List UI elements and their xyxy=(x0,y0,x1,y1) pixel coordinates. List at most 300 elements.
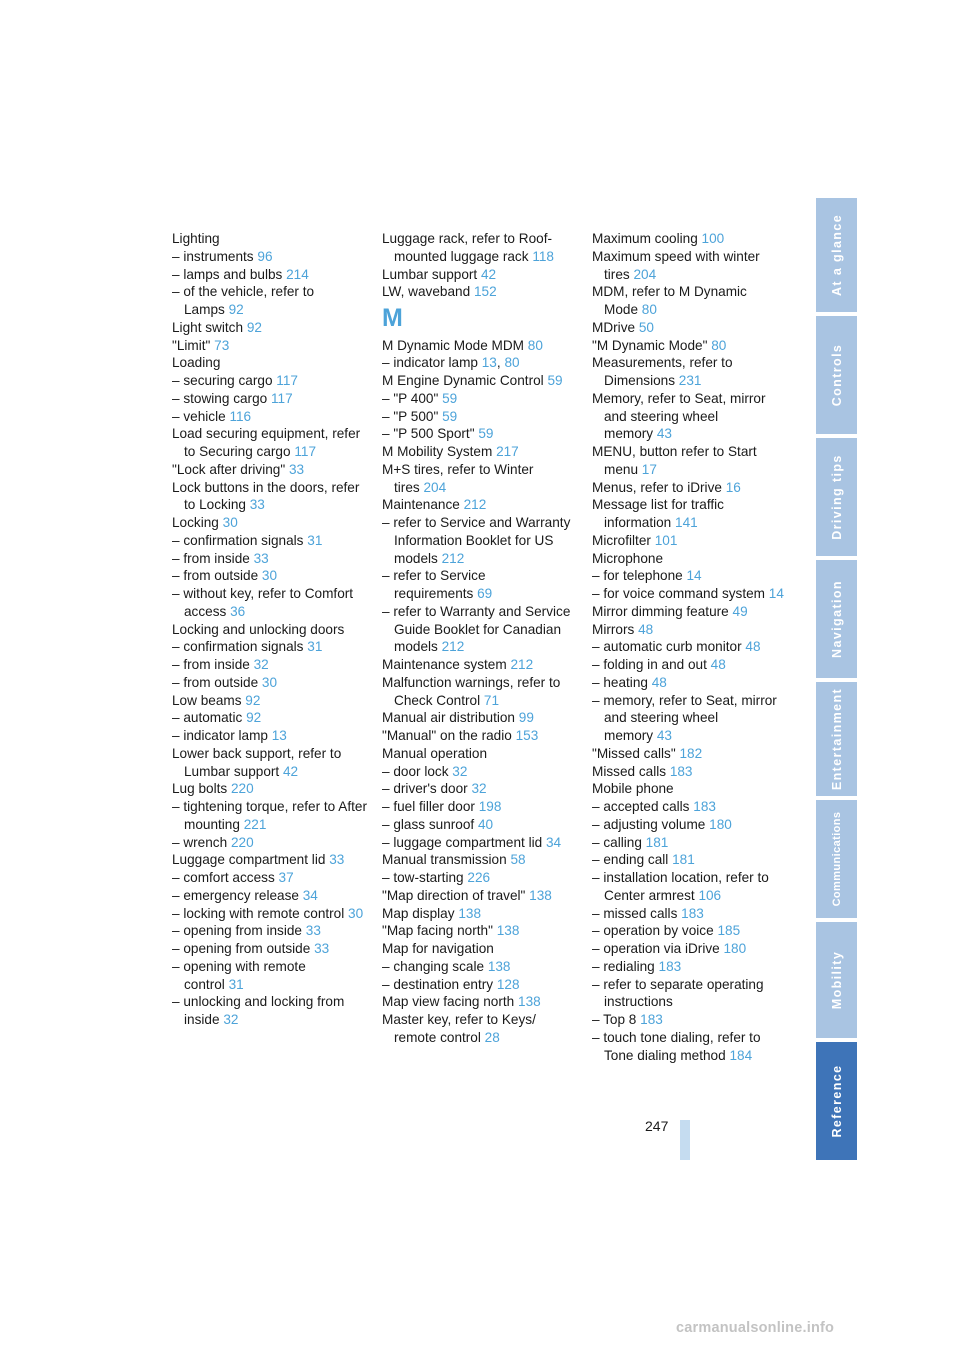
page-reference-link[interactable]: 116 xyxy=(229,408,252,424)
page-reference-link[interactable]: 138 xyxy=(518,994,541,1010)
page-reference-link[interactable]: 181 xyxy=(672,852,695,868)
index-entry xyxy=(382,709,578,727)
page-reference-link[interactable]: 92 xyxy=(228,302,244,317)
index-entry-text: – from outside xyxy=(172,568,259,584)
index-entry-text: – fuel filler door xyxy=(382,799,475,814)
index-entry xyxy=(382,656,578,674)
index-entry-text: – "P 400" xyxy=(382,390,439,406)
index-entry xyxy=(172,532,368,550)
page-reference-link[interactable]: 152 xyxy=(473,284,497,300)
index-entry xyxy=(172,550,368,568)
index-entry-text: Malfunction warnings, refer to Check Control xyxy=(382,674,561,708)
index-entry xyxy=(382,408,578,426)
page-reference-link[interactable]: 180 xyxy=(723,941,747,956)
index-entry xyxy=(592,798,788,816)
page-reference-link[interactable]: 138 xyxy=(487,958,511,974)
tab-entertainment[interactable] xyxy=(816,682,857,796)
index-entry xyxy=(172,567,368,585)
page-reference-link[interactable]: 36 xyxy=(230,603,246,619)
page-reference-link[interactable]: 50 xyxy=(638,319,654,335)
page-reference-link[interactable]: 117 xyxy=(271,390,293,406)
page-reference-link[interactable]: 48 xyxy=(745,639,761,655)
page-reference-link[interactable]: 180 xyxy=(709,816,732,832)
index-entry-text: – calling xyxy=(592,834,642,850)
page-reference-link[interactable]: 71 xyxy=(483,692,500,708)
page-reference-link[interactable]: 17 xyxy=(641,461,657,477)
index-entry-text: – locking with remote control xyxy=(172,905,345,921)
page-reference-link[interactable]: 48 xyxy=(710,657,726,672)
page-reference-link[interactable]: 117 xyxy=(276,373,298,388)
index-entry xyxy=(172,354,368,372)
index-entry xyxy=(172,479,368,515)
index-entry-text: "Lock after driving" xyxy=(172,461,286,477)
index-entry-text: Microphone xyxy=(592,550,664,566)
index-entry-text: MDrive xyxy=(592,319,636,335)
page-reference-link[interactable]: 92 xyxy=(246,319,262,335)
index-entry xyxy=(592,816,788,834)
page-reference-link[interactable]: 59 xyxy=(478,426,494,442)
index-entry xyxy=(382,461,578,497)
tab-label: Driving tips xyxy=(829,454,844,540)
index-entry xyxy=(382,763,578,781)
index-entry xyxy=(172,905,368,923)
index-entry xyxy=(382,887,578,905)
index-entry-text: – touch tone dialing, refer to Tone dialing method xyxy=(592,1029,761,1063)
index-entry-text: – of the vehicle, refer to Lamps xyxy=(172,284,315,317)
index-entry-text: – luggage compartment lid xyxy=(382,834,543,850)
index-entry-text: – redialing xyxy=(592,958,655,974)
index-entry-text: – lamps and bulbs xyxy=(172,266,283,282)
index-entry xyxy=(592,248,788,284)
index-entry xyxy=(382,816,578,834)
index-entry xyxy=(592,337,788,355)
page-reference-link[interactable]: 30 xyxy=(261,568,278,584)
index-entry xyxy=(592,443,788,479)
page-reference-link[interactable]: 221 xyxy=(243,816,267,832)
page-reference-link[interactable]: 30 xyxy=(348,905,364,921)
index-entry xyxy=(592,958,788,976)
page-reference-link[interactable]: 34 xyxy=(302,887,318,903)
page-reference-link[interactable]: 49 xyxy=(732,603,748,619)
index-entry xyxy=(382,567,578,603)
index-column-3 xyxy=(592,230,788,1064)
tab-driving-tips[interactable] xyxy=(816,438,857,556)
index-entry xyxy=(382,993,578,1011)
index-entry xyxy=(592,692,788,745)
index-entry xyxy=(382,869,578,887)
tab-label: Reference xyxy=(829,1064,844,1138)
index-entry-text: – changing scale xyxy=(382,958,485,974)
index-entry xyxy=(592,834,788,852)
index-entry-text: MENU, button refer to Start menu xyxy=(592,444,757,477)
index-entry xyxy=(592,674,788,692)
index-entry xyxy=(172,408,368,426)
index-entry xyxy=(382,745,578,763)
page-reference-link[interactable]: 106 xyxy=(698,887,722,903)
index-entry-text: Locking and unlocking doors xyxy=(172,621,345,637)
page-reference-link[interactable]: 73 xyxy=(214,337,230,353)
index-entry xyxy=(382,337,578,355)
index-section-letter: M xyxy=(382,304,403,332)
index-entry xyxy=(592,763,788,781)
index-entry-text: Lock buttons in the doors, refer to Locking xyxy=(172,479,360,513)
index-entry-text: – refer to Warranty and Service Guide Booklet for Canadian models xyxy=(382,603,571,655)
index-entry xyxy=(592,283,788,319)
index-entry xyxy=(382,958,578,976)
index-entry-text: Manual air distribution xyxy=(382,710,515,726)
index-entry xyxy=(592,621,788,639)
page-reference-link[interactable]: 42 xyxy=(481,266,497,282)
tab-reference[interactable] xyxy=(816,1042,857,1160)
index-entry-text: – missed calls xyxy=(592,905,678,921)
page-reference-link[interactable]: 212 xyxy=(441,550,465,566)
page-reference-link[interactable]: 32 xyxy=(452,763,468,779)
index-entry xyxy=(382,922,578,940)
index-entry-text: – driver's door xyxy=(382,781,468,797)
page-reference-link[interactable]: 138 xyxy=(529,887,552,903)
page-reference-link[interactable]: 59 xyxy=(442,408,458,424)
page-reference-link[interactable]: 69 xyxy=(477,586,493,601)
index-entry-text: M Dynamic Mode MDM xyxy=(382,337,524,353)
index-entry xyxy=(172,319,368,337)
page-reference-link[interactable]: 48 xyxy=(651,674,667,690)
index-entry-text: Measurements, refer to Dimensions xyxy=(592,355,733,388)
page-reference-link[interactable]: 217 xyxy=(496,444,519,459)
page-reference-link[interactable]: 128 xyxy=(496,976,520,992)
page-reference-link[interactable]: 185 xyxy=(717,923,741,939)
index-entry-text: – tow-starting xyxy=(382,870,464,885)
page-reference-link[interactable]: 14 xyxy=(768,586,784,601)
watermark: carmanualsonline.info xyxy=(676,1320,835,1336)
index-entry-text: Master key, refer to Keys/ remote control xyxy=(382,1012,536,1045)
tab-navigation[interactable] xyxy=(816,560,857,678)
index-entry-text: Menus, refer to iDrive xyxy=(592,479,722,495)
index-entry-text: – ending call xyxy=(592,852,669,868)
page-reference-link[interactable]: 220 xyxy=(230,834,254,850)
page-reference-link[interactable]: 32 xyxy=(223,1012,239,1027)
index-entry-text: Manual operation xyxy=(382,745,488,761)
page-reference-link[interactable]: 43 xyxy=(656,426,672,442)
page-reference-link[interactable]: 198 xyxy=(478,799,502,814)
index-entry xyxy=(172,390,368,408)
page-reference-link[interactable]: 183 xyxy=(681,905,704,921)
page-reference-link[interactable]: 34 xyxy=(545,834,562,850)
index-entry xyxy=(592,550,788,568)
index-entry-text: Maintenance system xyxy=(382,657,507,672)
index-entry-text: – accepted calls xyxy=(592,799,690,814)
index-entry xyxy=(382,266,578,284)
page-reference-link[interactable]: 33 xyxy=(288,461,305,477)
tab-mobility[interactable] xyxy=(816,922,857,1038)
index-entry xyxy=(172,514,368,532)
tab-label: Navigation xyxy=(829,580,844,658)
index-entry-text: Microfilter xyxy=(592,532,651,548)
tab-controls[interactable] xyxy=(816,316,857,434)
index-entry-text: Luggage compartment lid xyxy=(172,852,326,868)
index-entry xyxy=(592,976,788,1012)
page-reference-link[interactable]: 153 xyxy=(515,728,539,743)
page-reference-link[interactable]: 80 xyxy=(527,337,543,353)
index-entry-text: "Limit" xyxy=(172,337,211,353)
index-entry: – indicator lamp 13, 80 xyxy=(382,355,520,371)
index-entry-text: – emergency release xyxy=(172,887,299,903)
index-entry xyxy=(172,940,368,958)
page-reference-link[interactable]: 32 xyxy=(253,657,269,672)
index-entry xyxy=(172,887,368,905)
index-entry xyxy=(382,514,578,567)
page-reference-link[interactable]: 43 xyxy=(656,728,672,743)
index-entry-text: – for telephone xyxy=(592,568,683,584)
page-reference-link[interactable]: 80 xyxy=(711,337,727,353)
index-entry xyxy=(592,532,788,550)
page-reference-link[interactable]: 37 xyxy=(278,870,294,885)
index-entry xyxy=(592,922,788,940)
page-reference-link[interactable]: 33 xyxy=(314,941,330,956)
index-entry xyxy=(172,869,368,887)
index-entry xyxy=(172,798,368,834)
index-entry xyxy=(382,674,578,710)
page-number-marker xyxy=(680,1120,690,1160)
page-reference-link[interactable]: 80 xyxy=(504,355,520,371)
page-reference-link[interactable]: 141 xyxy=(675,515,698,530)
index-entry-text: Lumbar support xyxy=(382,266,478,282)
index-entry xyxy=(592,354,788,390)
page-reference-link[interactable]: 181 xyxy=(645,834,669,850)
page-reference-link[interactable]: 96 xyxy=(257,248,273,264)
index-entry xyxy=(592,585,788,603)
index-entry xyxy=(172,709,368,727)
page-reference-link[interactable]: 30 xyxy=(222,515,238,530)
index-entry xyxy=(382,834,578,852)
index-entry-text: – refer to Service requirements xyxy=(382,568,486,601)
index-entry xyxy=(592,603,788,621)
page-reference-link[interactable]: 33 xyxy=(305,923,321,939)
page-reference-link[interactable]: 183 xyxy=(640,1012,663,1027)
index-entry xyxy=(172,958,368,994)
page-reference-link[interactable]: 32 xyxy=(471,781,487,797)
index-column-1 xyxy=(172,230,368,1029)
index-entry-text: M Mobility System xyxy=(382,444,493,459)
index-entry-text: – operation by voice xyxy=(592,923,714,939)
tab-label: Communications xyxy=(830,811,843,907)
page-reference-link[interactable]: 138 xyxy=(458,905,482,921)
page-reference-link[interactable]: 33 xyxy=(253,550,269,566)
index-entry-text: – for voice command system xyxy=(592,586,766,601)
index-entry xyxy=(172,585,368,621)
index-entry-text: – Top 8 xyxy=(592,1012,637,1027)
index-entry xyxy=(172,337,368,355)
page-reference-link[interactable]: 31 xyxy=(307,532,323,548)
index-entry-text: MDM, refer to M Dynamic Mode xyxy=(592,284,747,317)
index-entry-text: – wrench xyxy=(172,834,228,850)
index-entry-text: Low beams xyxy=(172,692,242,708)
page-reference-link[interactable]: 30 xyxy=(261,674,278,690)
page-reference-link[interactable]: 100 xyxy=(701,231,725,246)
page-reference-link[interactable]: 59 xyxy=(442,390,458,406)
index-entry xyxy=(172,851,368,869)
page-reference-link[interactable]: 183 xyxy=(669,763,693,779)
index-entry-text: – indicator lamp xyxy=(172,728,268,743)
index-entry-text: Luggage rack, refer to Roof-mounted luggage rack xyxy=(382,231,553,264)
page-reference-link[interactable]: 226 xyxy=(467,870,491,885)
page-reference-link[interactable]: 182 xyxy=(679,745,703,761)
page-reference-link[interactable]: 92 xyxy=(245,692,261,708)
tab-label: Controls xyxy=(829,343,844,407)
index-entry-text: – folding in and out xyxy=(592,657,707,672)
index-entry-text: M Engine Dynamic Control xyxy=(382,373,544,388)
page-reference-link[interactable]: 99 xyxy=(518,710,534,726)
index-entry-text: LW, waveband xyxy=(382,284,471,300)
page-reference-link[interactable]: 31 xyxy=(228,976,244,992)
page-reference-link[interactable]: 204 xyxy=(633,266,657,282)
index-entry-text: Lighting xyxy=(172,231,220,246)
page-reference-link[interactable]: 214 xyxy=(286,266,309,282)
index-entry xyxy=(172,727,368,745)
index-entry-text: – glass sunroof xyxy=(382,816,475,832)
page-reference-link[interactable]: 42 xyxy=(283,763,299,779)
page-reference-link[interactable]: 92 xyxy=(246,710,262,726)
page-reference-link[interactable]: 138 xyxy=(496,923,520,939)
page-reference-link[interactable]: 33 xyxy=(249,497,265,513)
index-entry xyxy=(592,905,788,923)
index-entry-text: "Manual" on the radio xyxy=(382,728,512,743)
index-entry-text: "Missed calls" xyxy=(592,745,676,761)
page-reference-link[interactable]: 13 xyxy=(271,728,287,743)
index-entry-text: – "P 500" xyxy=(382,408,439,424)
page-reference-link[interactable]: 212 xyxy=(463,497,487,513)
page-reference-link[interactable]: 14 xyxy=(686,568,702,584)
index-entry-text: – unlocking and locking from inside xyxy=(172,994,345,1027)
index-entry xyxy=(172,692,368,710)
index-entry-text: – adjusting volume xyxy=(592,816,706,832)
index-entry xyxy=(172,621,368,639)
index-entry-text: – refer to Service and Warranty Information Booklet for US models xyxy=(382,515,571,566)
index-entry xyxy=(382,940,578,958)
index-entry xyxy=(172,745,368,781)
index-entry xyxy=(382,496,578,514)
index-entry xyxy=(592,638,788,656)
page-reference-link[interactable]: 183 xyxy=(693,799,716,814)
index-entry xyxy=(172,266,368,284)
index-entry xyxy=(172,230,368,248)
tab-at-a-glance[interactable] xyxy=(816,198,857,312)
index-entry xyxy=(592,567,788,585)
index-entry xyxy=(382,798,578,816)
index-entry xyxy=(382,230,578,266)
index-entry-text: Maintenance xyxy=(382,497,460,513)
index-entry xyxy=(592,780,788,798)
page-reference-link[interactable]: 13 xyxy=(481,355,497,371)
page-reference-link[interactable]: 204 xyxy=(423,479,447,495)
index-entry-text: Lower back support, refer to Lumbar support xyxy=(172,745,342,779)
page-reference-link[interactable]: 220 xyxy=(230,781,254,797)
index-entry xyxy=(172,283,368,319)
index-entry-text: – without key, refer to Comfort access xyxy=(172,586,354,619)
page-reference-link[interactable]: 40 xyxy=(477,816,494,832)
index-entry-text: Memory, refer to Seat, mirror and steering wheel memory xyxy=(592,390,766,442)
index-entry xyxy=(382,425,578,443)
page-reference-link[interactable]: 31 xyxy=(307,639,323,655)
index-entry-text: Map display xyxy=(382,905,455,921)
index-entry-text: – confirmation signals xyxy=(172,532,304,548)
index-entry xyxy=(172,674,368,692)
page-reference-link[interactable]: 58 xyxy=(510,852,526,868)
index-entry xyxy=(592,1011,788,1029)
index-entry-text: – "P 500 Sport" xyxy=(382,426,475,442)
tab-label: At a glance xyxy=(829,213,844,297)
index-entry xyxy=(382,727,578,745)
index-entry xyxy=(172,780,368,798)
index-entry-text: – comfort access xyxy=(172,870,275,885)
index-entry-text: – heating xyxy=(592,674,648,690)
index-entry-text: Maximum cooling xyxy=(592,231,698,246)
page-reference-link[interactable]: 184 xyxy=(729,1047,753,1063)
index-entry-text: – securing cargo xyxy=(172,373,273,388)
index-entry-text: – from outside xyxy=(172,674,259,690)
page-reference-link[interactable]: 101 xyxy=(654,532,678,548)
index-entry-text: – opening with remote control xyxy=(172,958,306,992)
page-reference-link[interactable]: 183 xyxy=(658,958,682,974)
index-entry xyxy=(592,745,788,763)
page-reference-link[interactable]: 33 xyxy=(329,852,345,868)
index-entry-text: – operation via iDrive xyxy=(592,941,720,956)
index-entry xyxy=(592,390,788,443)
tab-communications[interactable] xyxy=(816,800,857,918)
index-entry xyxy=(592,869,788,905)
index-entry-text: – memory, refer to Seat, mirror and steering wheel memory xyxy=(592,692,777,743)
index-entry-text: – opening from inside xyxy=(172,923,302,939)
index-entry xyxy=(592,230,788,248)
index-entry xyxy=(172,834,368,852)
index-entry-text: – confirmation signals xyxy=(172,639,304,655)
page-reference-link[interactable]: 80 xyxy=(641,302,657,317)
index-entry-text: "Map facing north" xyxy=(382,923,493,939)
page-reference-link[interactable]: 16 xyxy=(725,479,741,495)
page-reference-link[interactable]: 212 xyxy=(510,657,534,672)
page-reference-link[interactable]: 212 xyxy=(441,639,465,655)
index-entry-text: – tightening torque, refer to After mounting xyxy=(172,799,367,832)
index-column-2 xyxy=(382,230,578,1047)
index-entry xyxy=(382,283,578,301)
index-entry xyxy=(172,638,368,656)
page-reference-link[interactable]: 117 xyxy=(294,444,316,459)
page-reference-link[interactable]: 48 xyxy=(638,621,654,637)
page-reference-link[interactable]: 28 xyxy=(484,1029,500,1045)
index-entry-text: – door lock xyxy=(382,763,449,779)
index-entry xyxy=(592,479,788,497)
page-reference-link[interactable]: 118 xyxy=(532,248,554,264)
page-reference-link[interactable]: 231 xyxy=(678,373,702,388)
index-entry xyxy=(382,851,578,869)
index-entry xyxy=(592,1029,788,1065)
index-entry-text: – from inside xyxy=(172,657,250,672)
page-reference-link[interactable]: 59 xyxy=(547,373,563,388)
index-entry-text: "M Dynamic Mode" xyxy=(592,337,708,353)
page-number: 247 xyxy=(645,1118,669,1134)
index-entry xyxy=(382,443,578,461)
index-entry xyxy=(172,461,368,479)
index-entry xyxy=(172,425,368,461)
index-entry-text: – vehicle xyxy=(172,408,226,424)
index-entry xyxy=(592,940,788,958)
index-entry-text: – automatic curb monitor xyxy=(592,639,742,655)
index-entry xyxy=(172,993,368,1029)
index-entry xyxy=(382,976,578,994)
index-entry xyxy=(172,922,368,940)
index-entry xyxy=(382,390,578,408)
index-entry-text: Light switch xyxy=(172,319,244,335)
index-entry-text: "Map direction of travel" xyxy=(382,887,526,903)
